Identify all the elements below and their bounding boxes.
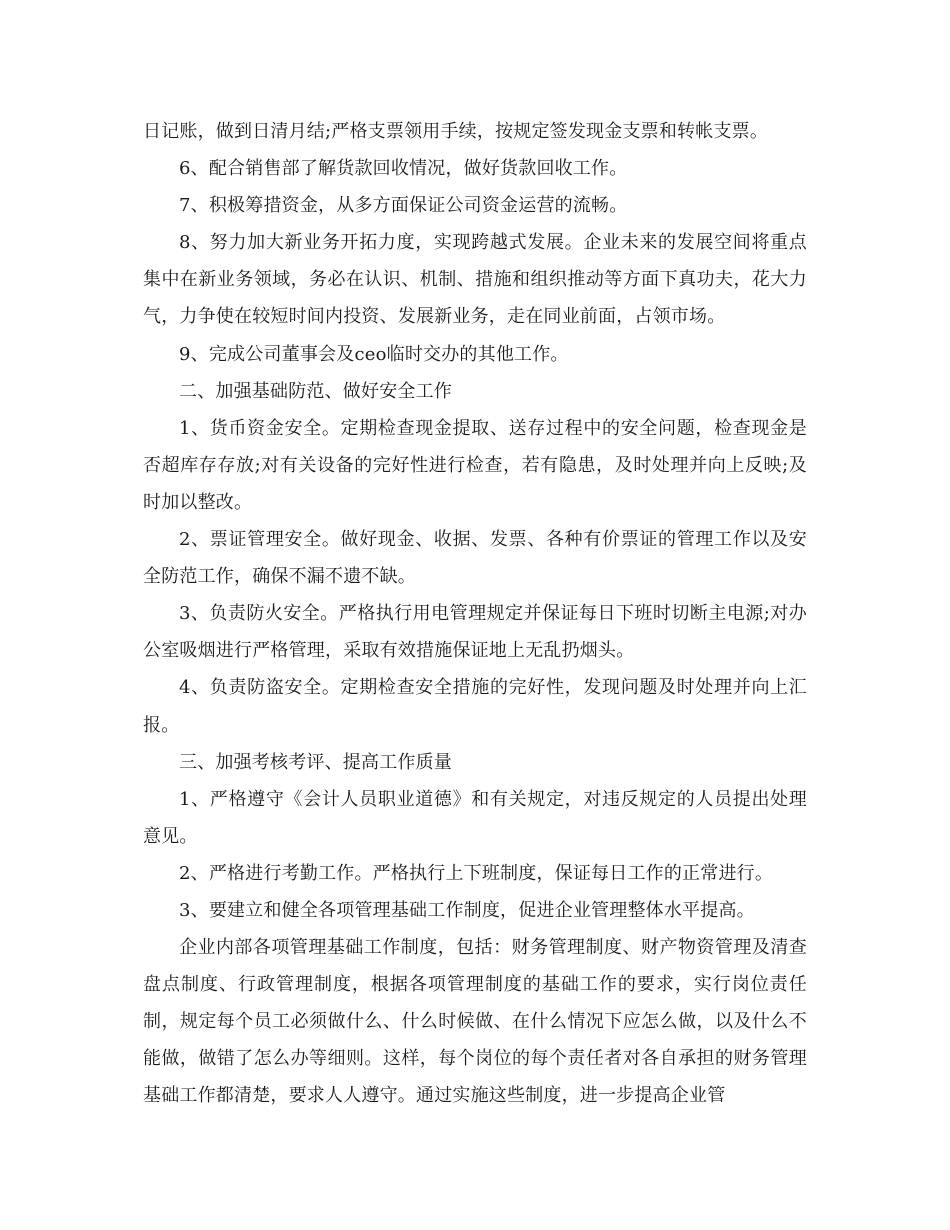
section-heading-2: 二、加强基础防范、做好安全工作 [179,380,452,402]
paragraph-1: 日记账，做到日清月结;严格支票领用手续，按规定签发现金支票和转帐支票。 [143,121,769,142]
paragraph-10: 4、负责防盗安全。定期检查安全措施的完好性，发现问题及时处理并向上汇报。 [143,677,807,736]
paragraph-14: 3、要建立和健全各项管理基础工作制度，促进企业管理整体水平提高。 [179,899,755,921]
paragraph-5: 9、完成公司董事会及ceo临时交办的其他工作。 [179,343,569,365]
paragraph-4: 8、努力加大新业务开拓力度，实现跨越式发展。企业未来的发展空间将重点集中在新业务领域，务必在认识、机制、措施和组织推动等方面下真功夫，花大力气，力争使在较短时间内投资、发展新业务，走在同业前面，占领市场。 [143,232,807,328]
paragraph-2: 6、配合销售部了解货款回收情况，做好货款回收工作。 [179,158,628,180]
paragraph-7: 1、货币资金安全。定期检查现金提取、送存过程中的安全问题，检查现金是否超库存存放;对有关设备的完好性进行检查，若有隐患，及时处理并向上反映;及时加以整改。 [143,417,807,513]
paragraph-9: 3、负责防火安全。严格执行用电管理规定并保证每日下班时切断主电源;对办公室吸烟进行严格管理，采取有效措施保证地上无乱扔烟头。 [143,603,807,662]
section-heading-3: 三、加强考核考评、提高工作质量 [179,751,452,773]
paragraph-15: 企业内部各项管理基础工作制度，包括：财务管理制度、财产物资管理及清查盘点制度、行政管理制度，根据各项管理制度的基础工作的要求，实行岗位责任制，规定每个员工必须做什么、什么时候做、在什么情况下应怎么做，以及什么不能做，做错了怎么办等细则。这样，每个岗位的每个责任者对各自承担的财务管理基础工作都清楚，要求人人遵守。通过实施这些制度，进一步提高企业管 [143,937,807,1107]
paragraph-13: 2、严格进行考勤工作。严格执行上下班制度，保证每日工作的正常进行。 [179,862,774,884]
document-body [143,113,807,1115]
paragraph-8: 2、票证管理安全。做好现金、收据、发票、各种有价票证的管理工作以及安全防范工作，确保不漏不遗不缺。 [143,529,807,588]
paragraph-12: 1、严格遵守《会计人员职业道德》和有关规定，对违反规定的人员提出处理意见。 [143,788,807,847]
paragraph-3: 7、积极筹措资金，从多方面保证公司资金运营的流畅。 [179,195,628,217]
